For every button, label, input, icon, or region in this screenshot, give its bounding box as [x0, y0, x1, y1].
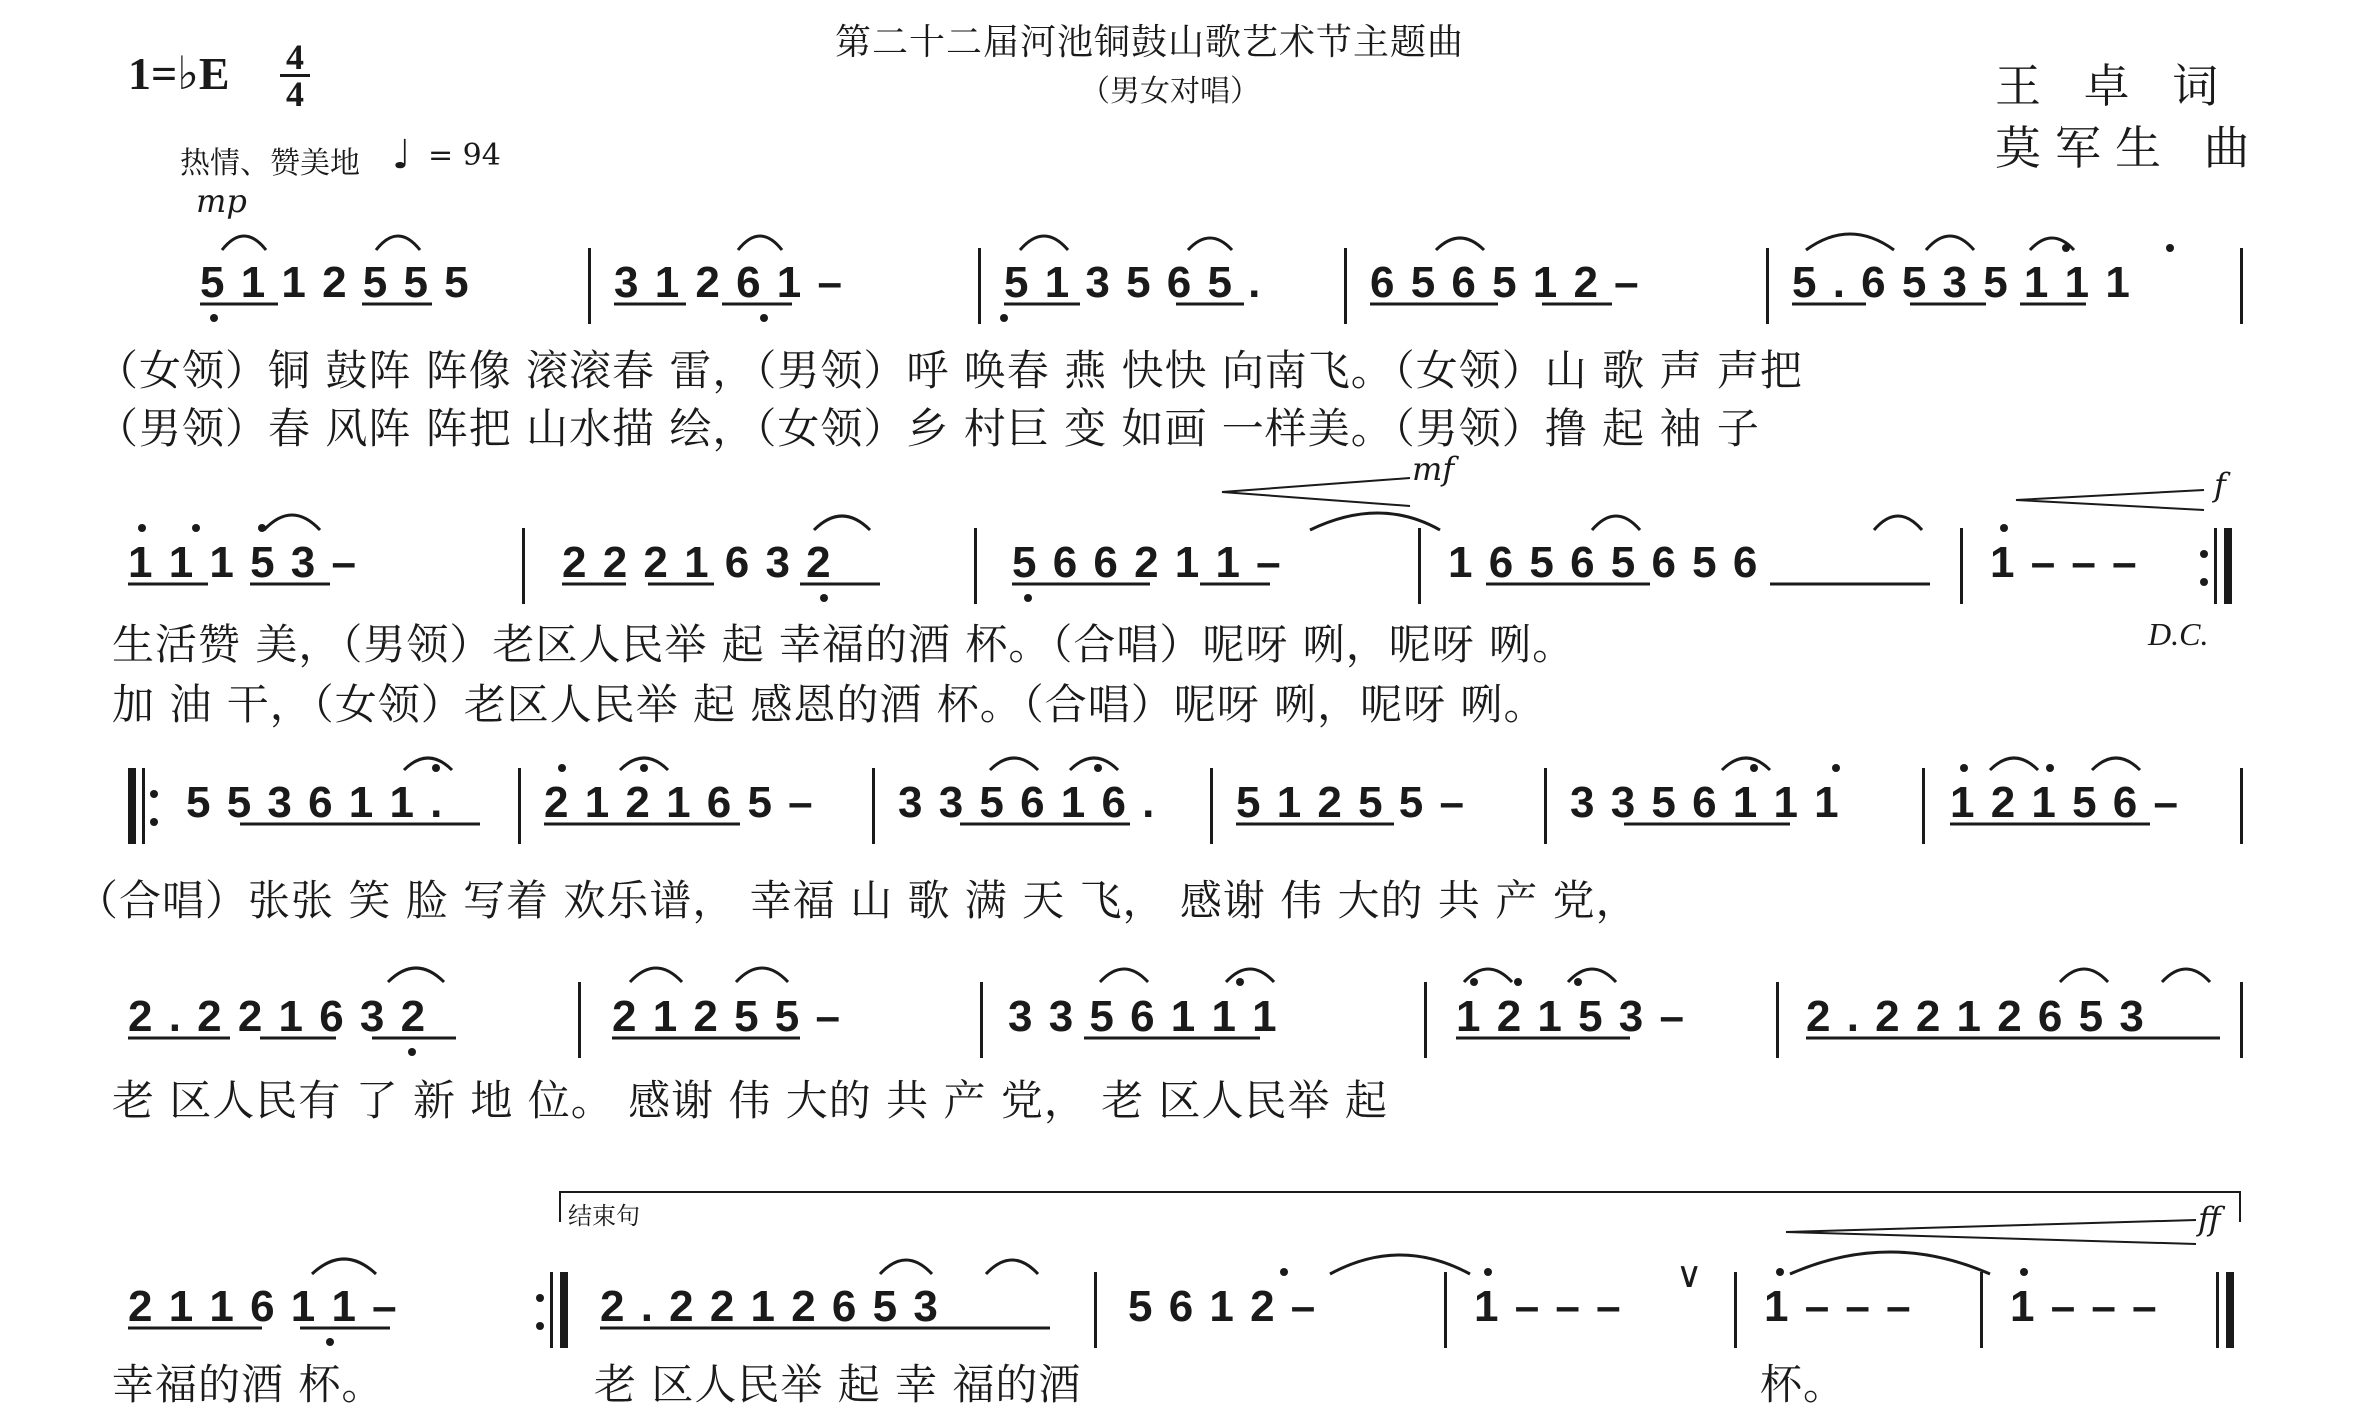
slur	[880, 1260, 932, 1274]
key-signature: 1=♭E	[128, 48, 230, 99]
crescendo-hairpin	[1786, 1220, 2196, 1244]
quarter-note-icon: ♩	[392, 132, 411, 178]
octave-dot	[2020, 1268, 2028, 1276]
octave-dot	[1236, 978, 1244, 986]
octave-dot	[138, 524, 146, 532]
octave-dot	[1574, 978, 1582, 986]
slur	[736, 968, 788, 982]
measure-5-4: 1 – – –	[1474, 1282, 1623, 1331]
lyrics-4: 老 区人民有 了 新 地 位。 感谢 伟 大的 共 产 党， 老 区人民举 起	[112, 1076, 1388, 1125]
lyrics-5-c: 杯。	[1760, 1360, 1847, 1409]
dynamic-ff: ff	[2198, 1200, 2221, 1238]
slur	[1310, 513, 1440, 530]
slur	[1990, 758, 2038, 770]
slur	[1226, 969, 1274, 982]
ending-label: 结束句	[568, 1202, 640, 1230]
lyricist-credit: 王 卓 词	[1995, 59, 2233, 113]
measure-1-1: 5 1 1 2 5 5 5	[200, 258, 471, 307]
slur	[1926, 236, 1974, 250]
measure-3-6: 1 2 1 5 6 –	[1950, 778, 2180, 827]
measure-4-3: 3 3 5 6 1 1 1	[1008, 992, 1279, 1041]
slur	[1806, 234, 1894, 250]
measure-3-1: 5 5 3 6 1 1 .	[186, 778, 445, 827]
slur	[738, 236, 782, 250]
slur	[1592, 516, 1640, 530]
octave-dot	[640, 764, 648, 772]
octave-dot	[1776, 1268, 1784, 1276]
dynamic-mf: mf	[1412, 450, 1455, 488]
measure-1-3: 5 1 3 5 6 5 .	[1004, 258, 1263, 307]
slur	[1020, 236, 1068, 250]
dynamic-mp: mp	[196, 182, 247, 220]
lyrics-5-a: 幸福的酒 杯。	[112, 1360, 385, 1409]
measure-1-5: 5 . 6 5 3 5 1 1 1	[1792, 258, 2132, 307]
slur	[2162, 969, 2210, 982]
time-numerator: 4	[286, 37, 304, 77]
measure-1-2: 3 1 2 6 1 –	[614, 258, 844, 307]
octave-dot	[258, 524, 266, 532]
octave-dot	[1470, 978, 1478, 986]
slur	[376, 236, 420, 250]
slur	[1790, 1252, 1990, 1274]
song-title: 第二十二届河池铜鼓山歌艺术节主题曲	[835, 22, 1465, 63]
measure-2-1: 1 1 1 5 3 –	[128, 538, 358, 587]
slur	[1722, 758, 1770, 770]
measure-1-4: 6 5 6 5 1 2 –	[1370, 258, 1641, 307]
slur	[1188, 238, 1232, 250]
octave-dot	[1750, 764, 1758, 772]
measure-2-3: 5 6 6 2 1 1 –	[1012, 538, 1283, 587]
underlines	[128, 304, 2220, 1328]
measure-5-6: 1 – – –	[2010, 1282, 2159, 1331]
octave-dot	[1960, 764, 1968, 772]
octave-dot	[1832, 764, 1840, 772]
measure-5-5: 1 – – –	[1764, 1282, 1913, 1331]
octave-dot	[1280, 1268, 1288, 1276]
octave-dot	[1024, 594, 1032, 602]
octave-dot	[408, 1048, 416, 1056]
ending-bracket	[560, 1192, 2240, 1222]
breath-mark: ∨	[1676, 1254, 1705, 1295]
octave-dot	[2166, 244, 2174, 252]
measure-2-5: 1 – – –	[1990, 538, 2139, 587]
octave-dot	[558, 764, 566, 772]
octave-dot	[432, 764, 440, 772]
octave-dot	[2046, 764, 2054, 772]
slur	[1874, 516, 1922, 530]
slur	[630, 968, 682, 982]
slur	[312, 1259, 376, 1274]
slur	[264, 515, 320, 530]
measure-2-4: 1 6 5 6 5 6 5 6	[1448, 538, 1760, 587]
slur	[388, 968, 444, 982]
slur	[1070, 758, 1118, 770]
octave-dot	[210, 314, 218, 322]
octave-dot	[2062, 244, 2070, 252]
lyrics-2-verse-2: 加 油 干，（女领）老区人民举 起 感恩的酒 杯。（合唱）呢呀 咧，呢呀 咧。	[112, 680, 1547, 729]
hairpins	[1222, 478, 2204, 1244]
octave-dot	[1514, 978, 1522, 986]
octave-dots	[138, 244, 2174, 1346]
measure-5-2: 2 . 2 2 1 2 6 5 3	[600, 1282, 940, 1331]
da-capo-marking: D.C.	[2148, 616, 2209, 652]
slur	[222, 236, 266, 250]
slurs	[222, 234, 2210, 1274]
octave-dot	[1000, 314, 1008, 322]
slur	[986, 1260, 1038, 1274]
lyrics-1-verse-2: （男领）春 风阵 阵把 山水描 绘，（女领）乡 村巨 变 如画 一样美。（男领）撸 起 袖 子	[96, 404, 1760, 453]
octave-dot	[192, 524, 200, 532]
song-subtitle: （男女对唱）	[1080, 74, 1260, 109]
measure-4-5: 2 . 2 2 1 2 6 5 3	[1806, 992, 2146, 1041]
slur	[1330, 1255, 1470, 1274]
dynamic-f: f	[2214, 466, 2226, 504]
octave-dot	[760, 314, 768, 322]
time-denominator: 4	[286, 74, 304, 114]
measure-5-3: 5 6 1 2 –	[1128, 1282, 1318, 1331]
measure-4-4: 1 2 1 5 3 –	[1456, 992, 1686, 1041]
octave-dot	[820, 594, 828, 602]
measure-3-5: 3 3 5 6 1 1 1	[1570, 778, 1841, 827]
slur	[1436, 238, 1484, 250]
measure-5-1: 2 1 1 6 1 1 –	[128, 1282, 399, 1331]
expression-marking: 热情、赞美地	[180, 146, 360, 181]
measure-2-2: 2 2 2 1 6 3 2	[562, 538, 833, 587]
octave-dot	[1094, 764, 1102, 772]
octave-dot	[2000, 524, 2008, 532]
slur	[990, 758, 1038, 770]
measure-4-2: 2 1 2 5 5 –	[612, 992, 842, 1041]
lyrics-1-verse-1: （女领）铜 鼓阵 阵像 滚滚春 雷，（男领）呼 唤春 燕 快快 向南飞。（女领）山 歌 声 声把	[96, 346, 1803, 395]
crescendo-hairpin	[2016, 490, 2204, 510]
lyrics-5-b: 老 区人民举 起 幸 福的酒	[594, 1360, 1082, 1409]
octave-dot	[326, 1338, 334, 1346]
crescendo-hairpin	[1222, 478, 1410, 506]
slur	[1100, 969, 1148, 982]
slur	[2092, 758, 2140, 770]
slur	[814, 516, 870, 530]
measure-4-1: 2 . 2 2 1 6 3 2	[128, 992, 428, 1041]
tempo-value: = 94	[428, 138, 501, 173]
octave-dot	[1484, 1268, 1492, 1276]
measure-3-3: 3 3 5 6 1 6 .	[898, 778, 1157, 827]
ending-bracket-line	[560, 1192, 2240, 1222]
lyrics-3: （合唱）张张 笑 脸 写着 欢乐谱， 幸福 山 歌 满 天 飞， 感谢 伟 大的 共 产 党，	[76, 876, 1639, 925]
measure-3-2: 2 1 2 1 6 5 –	[544, 778, 815, 827]
lyrics-2-verse-1: 生活赞 美，（男领）老区人民举 起 幸福的酒 杯。（合唱）呢呀 咧，呢呀 咧。	[112, 620, 1576, 669]
slur	[404, 758, 452, 770]
composer-credit: 莫军生 曲	[1995, 121, 2264, 175]
measure-3-4: 5 1 2 5 5 –	[1236, 778, 1466, 827]
slur	[2060, 969, 2108, 982]
